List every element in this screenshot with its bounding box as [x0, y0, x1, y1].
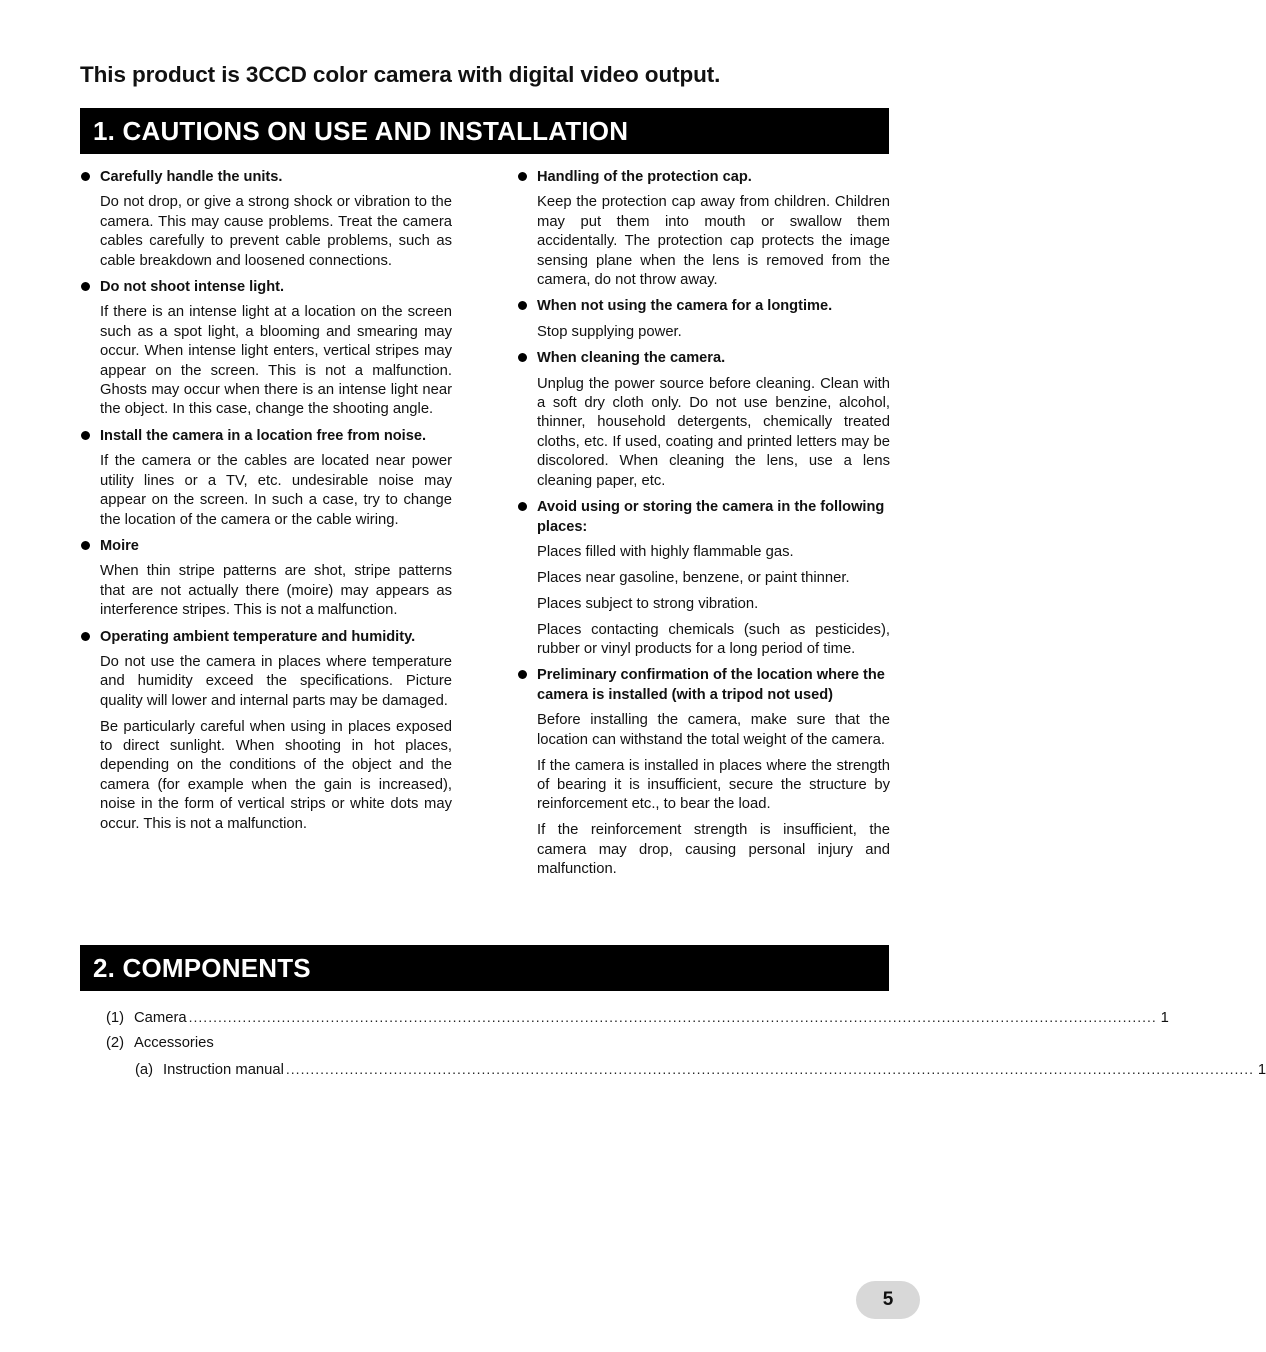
- caution-text: If the camera is installed in places where the strength of bearing it is insufficient, secure the structure by reinforcement etc., to bear the load.: [537, 757, 890, 813]
- caution-item: [80, 168, 452, 271]
- caution-item: [80, 427, 452, 530]
- caution-text: When thin stripe patterns are shot, stripe patterns that are not actually there (moire) may appears as interference stripes. This is not a malfunction.: [100, 563, 452, 619]
- component-row: [106, 1058, 1266, 1084]
- caution-heading: Moire: [100, 537, 139, 554]
- caution-item: [80, 628, 452, 835]
- bullet-icon: [81, 172, 90, 181]
- caution-item: [517, 168, 890, 290]
- caution-text: Places filled with highly flammable gas.: [537, 543, 794, 560]
- caution-heading: When not using the camera for a longtime.: [537, 298, 833, 315]
- dot-leader: ......................................................................................................................................................................................................: [285, 1061, 1255, 1077]
- component-label: Camera: [134, 1010, 187, 1026]
- caution-text: Do not use the camera in places where temperature and humidity exceed the specifications. Picture quality will lower and internal parts may be damaged.: [100, 653, 452, 709]
- bullet-icon: [81, 632, 90, 641]
- component-quantity: 1: [1257, 1062, 1266, 1078]
- caution-text: Do not drop, or give a strong shock or vibration to the camera. This may cause problems. Treat the camera cables carefully to prevent cable problems, such as cable breakdown and loosened connections.: [100, 194, 452, 269]
- cautions-left-column: [80, 168, 452, 841]
- component-number: (a): [135, 1062, 154, 1078]
- page-number-badge: 5: [856, 1281, 920, 1319]
- caution-heading: Handling of the protection cap.: [537, 169, 752, 185]
- cautions-right-column: [517, 168, 890, 887]
- caution-heading: Operating ambient temperature and humidity.: [100, 628, 416, 645]
- caution-item: [80, 537, 452, 621]
- component-quantity: 1: [1160, 1010, 1169, 1026]
- section-heading-cautions: 1. CAUTIONS ON USE AND INSTALLATION: [80, 108, 889, 154]
- caution-text: Stop supplying power.: [537, 323, 682, 340]
- caution-text: If the camera or the cables are located near power utility lines or a TV, etc. undesirable noise may appear on the screen. In such a case, try to change the location of the camera or the cable wiring.: [100, 453, 452, 528]
- caution-item: [517, 666, 890, 879]
- page-headline: This product is 3CCD color camera with digital video output.: [80, 62, 721, 87]
- caution-heading: Carefully handle the units.: [100, 169, 283, 185]
- section-heading-components: 2. COMPONENTS: [80, 945, 889, 991]
- bullet-icon: [518, 670, 527, 679]
- dot-leader: ......................................................................................................................................................................................................: [188, 1009, 1157, 1025]
- bullet-icon: [518, 353, 527, 362]
- component-number: (1): [106, 1010, 125, 1026]
- bullet-icon: [518, 301, 527, 310]
- caution-item: [517, 297, 890, 342]
- caution-text: If the reinforcement strength is insufficient, the camera may drop, causing personal injury and malfunction.: [537, 822, 890, 878]
- component-row: [106, 1006, 1169, 1032]
- caution-text: Before installing the camera, make sure that the location can withstand the total weight of the camera.: [537, 712, 890, 748]
- caution-heading: Preliminary confirmation of the location where the camera is installed (with a tripod not used): [537, 667, 885, 703]
- caution-text: Be particularly careful when using in places exposed to direct sunlight. When shooting in hot places, depending on the conditions of the object and the camera (for example when the gain is increased), noise in the form of vertical strips or white dots may occur. This is not a malfunction.: [100, 718, 452, 832]
- components-list: [106, 1006, 1266, 1084]
- caution-text: Unplug the power source before cleaning. Clean with a soft dry cloth only. Do not use benzine, alcohol, thinner, household detergents, chemically treated cloths, etc. If used, coating and printed letters may be discolored. When cleaning the lens, use a lens cleaning paper, etc.: [537, 375, 890, 489]
- caution-item: [517, 498, 890, 659]
- caution-heading: When cleaning the camera.: [537, 350, 726, 367]
- component-label: Accessories: [134, 1035, 214, 1051]
- caution-text: Places subject to strong vibration.: [537, 595, 759, 612]
- caution-item: [517, 349, 890, 491]
- caution-text: Places near gasoline, benzene, or paint thinner.: [537, 569, 850, 586]
- caution-text: Places contacting chemicals (such as pesticides), rubber or vinyl products for a long period of time.: [537, 621, 890, 658]
- bullet-icon: [81, 431, 90, 440]
- component-label: Instruction manual: [163, 1062, 284, 1078]
- caution-text: If there is an intense light at a location on the screen such as a spot light, a blooming and smearing may occur. When intense light enters, vertical stripes may appear on the screen. This is not a malfunction. Ghosts may occur when there is an intense light near the object. In this case, change the shooting angle.: [100, 304, 452, 418]
- component-row: [106, 1032, 821, 1058]
- caution-heading: Avoid using or storing the camera in the following places:: [537, 499, 885, 535]
- caution-item: [80, 278, 452, 420]
- caution-text: Keep the protection cap away from children. Children may put them into mouth or swallow them accidentally. The protection cap protects the image sensing plane when the lens is removed from the camera, do not throw away.: [537, 194, 890, 289]
- bullet-icon: [81, 541, 90, 550]
- caution-heading: Do not shoot intense light.: [100, 279, 285, 296]
- component-number: (2): [106, 1035, 125, 1051]
- bullet-icon: [81, 282, 90, 291]
- bullet-icon: [518, 172, 527, 181]
- caution-heading: Install the camera in a location free from noise.: [100, 427, 427, 444]
- bullet-icon: [518, 502, 527, 511]
